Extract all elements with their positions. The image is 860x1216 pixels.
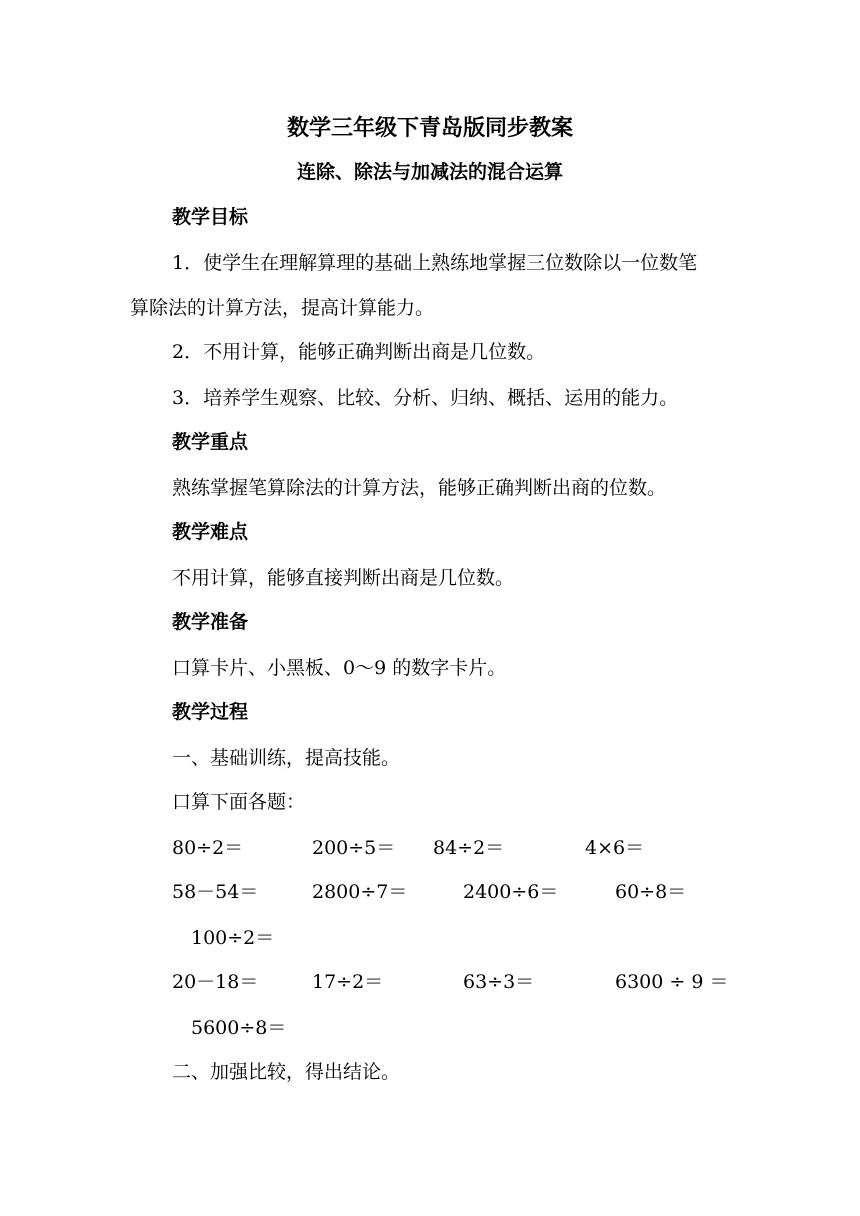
exercise-item: 20－18＝ (172, 971, 259, 993)
exercise-item: 2400÷6＝ (463, 881, 559, 903)
exercise-item: 17÷2＝ (312, 971, 384, 993)
prep-heading: 教学准备 (172, 611, 249, 633)
exercise-item: 60÷8＝ (615, 881, 687, 903)
exercise-item: 63÷3＝ (463, 971, 535, 993)
exercise-item: 6300 ÷ 9 ＝ (615, 971, 729, 993)
prep-text: 口算卡片、小黑板、0～9 的数字卡片。 (172, 657, 507, 679)
oral-intro: 口算下面各题： (172, 791, 306, 813)
goal-1-line-1: 1．使学生在理解算理的基础上熟练地掌握三位数除以一位数笔 (172, 252, 698, 274)
goal-3: 3．培养学生观察、比较、分析、归纳、概括、运用的能力。 (172, 387, 679, 409)
process-heading: 教学过程 (172, 701, 249, 723)
key-text: 熟练掌握笔算除法的计算方法，能够正确判断出商的位数。 (172, 477, 667, 499)
exercise-item: 100÷2＝ (191, 927, 275, 949)
key-heading: 教学重点 (172, 431, 249, 453)
exercise-item: 5600÷8＝ (191, 1017, 287, 1039)
exercise-item: 84÷2＝ (433, 837, 505, 859)
goal-1-line-2: 算除法的计算方法，提高计算能力。 (130, 297, 435, 319)
difficult-heading: 教学难点 (172, 521, 249, 543)
exercise-item: 2800÷7＝ (312, 881, 408, 903)
step-2: 二、加强比较，得出结论。 (172, 1061, 401, 1083)
difficult-text: 不用计算，能够直接判断出商是几位数。 (172, 567, 515, 589)
goal-2: 2．不用计算，能够正确判断出商是几位数。 (172, 341, 546, 363)
document-title: 数学三年级下青岛版同步教案 (286, 115, 573, 141)
exercise-item: 80÷2＝ (172, 837, 244, 859)
exercise-item: 4×6＝ (585, 837, 645, 859)
document-subtitle: 连除、除法与加减法的混合运算 (296, 161, 563, 183)
exercise-item: 58－54＝ (172, 881, 259, 903)
step-1: 一、基础训练，提高技能。 (172, 747, 401, 769)
goals-heading: 教学目标 (172, 206, 249, 228)
exercise-item: 200÷5＝ (312, 837, 396, 859)
